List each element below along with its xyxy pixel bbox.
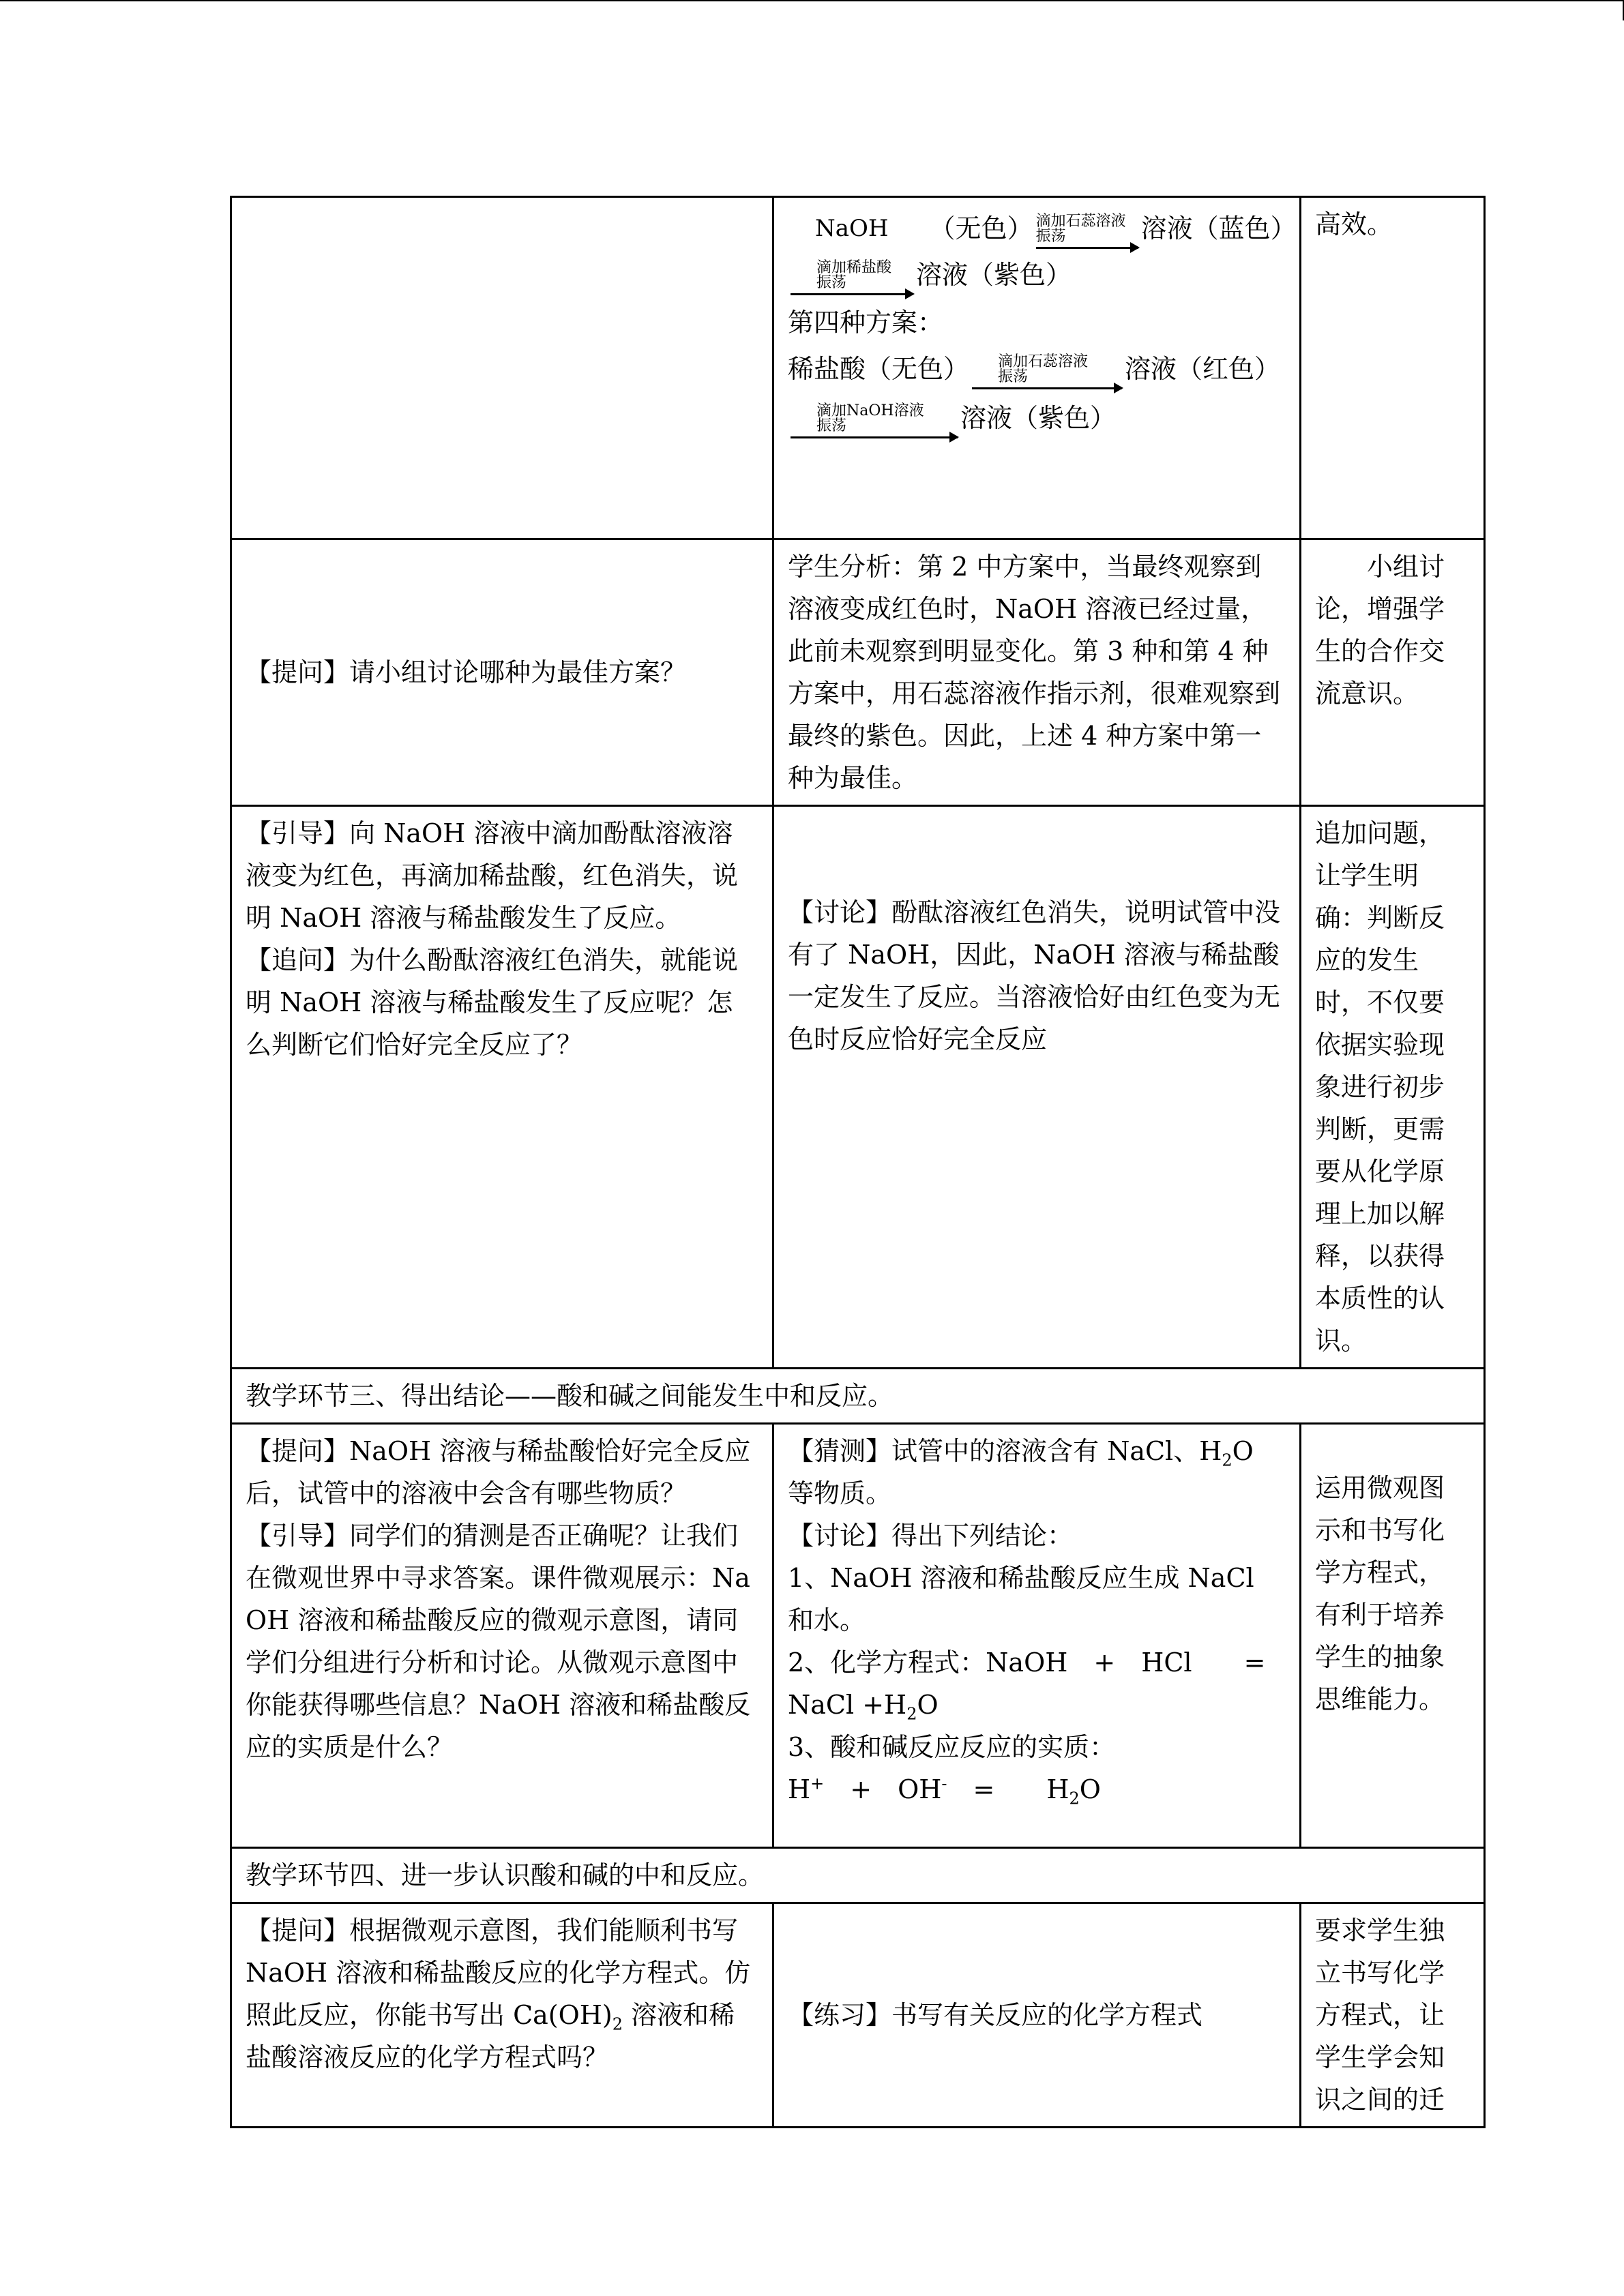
- guide-text: 【引导】向 NaOH 溶液中滴加酚酞溶液溶液变为红色，再滴加稀盐酸，红色消失，说明 NaOH 溶液与稀盐酸发生了反应。: [246, 818, 739, 933]
- arrow-condition: 振荡: [1035, 228, 1066, 245]
- conclusion-item: 2、化学方程式：NaOH + HCl = NaCl $+H_2O$: [788, 1648, 1292, 1724]
- student-text: 学生分析：第 2 中方案中，当最终观察到溶液变成红色时，NaOH 溶液已经过量，此前未观察到明显变化。第 3 种和第 4 种方案中，用石蕊溶液作指示剂，很难观察到最终的紫色。因此，上述 4 种方案中第一种为最佳。: [788, 552, 1281, 793]
- lesson-plan-table: [230, 196, 1486, 2128]
- product: 溶液（紫色）: [916, 260, 1072, 290]
- design-intent-text: 运用微观图示和书写化学方程式，有利于培养学生的抽象思维能力。: [1315, 1473, 1445, 1714]
- arrow-condition: 振荡: [816, 274, 847, 291]
- teacher-activity-cell: [231, 1424, 773, 1848]
- table-row: [231, 1424, 1485, 1848]
- design-intent-text: 要求学生独立书写化学方程式，让学生学会知识之间的迁: [1315, 1915, 1445, 2115]
- top-border-line: [0, 0, 1624, 1]
- table-row: [231, 806, 1485, 1369]
- table-row: [231, 539, 1485, 806]
- design-intent-text: 追加问题，让学生明确：判断反应的发生时，不仅要依据实验现象进行初步判断，更需要从化学原理上加以解释，以获得本质性的认识。: [1315, 818, 1445, 1356]
- section-heading: 教学环节三、得出结论——酸和碱之间能发生中和反应。: [231, 1369, 1485, 1424]
- design-intent-text: 小组讨论，增强学生的合作交流意识。: [1315, 552, 1445, 709]
- arrow-condition: 振荡: [816, 417, 847, 434]
- teacher-activity-cell: [231, 539, 773, 806]
- table-row: [231, 197, 1485, 539]
- arrow-condition: 滴加石蕊溶液: [998, 353, 1089, 370]
- reaction-arrow: [791, 254, 913, 295]
- product: 溶液（红色）: [1125, 354, 1281, 384]
- followup-text: 【追问】为什么酚酞溶液红色消失，就能说明 NaOH 溶液与稀盐酸发生了反应呢？怎么判断它们恰好完全反应了？: [246, 945, 739, 1060]
- arrow-condition: 振荡: [998, 368, 1029, 385]
- student-activity-cell: [773, 1903, 1301, 2128]
- student-activity-cell: [773, 197, 1301, 539]
- reactant: 稀盐酸（无色）: [788, 354, 970, 384]
- guide-text: 【引导】同学们的猜测是否正确呢？让我们在微观世界中寻求答案。课件微观展示：NaOH 溶液和稀盐酸反应的微观示意图，请同学们分组进行分析和讨论。从微观示意图中你能获得哪些信息？NaOH 溶液和稀盐酸反应的实质是什么？: [246, 1521, 751, 1762]
- student-activity-cell: [773, 806, 1301, 1369]
- design-intent-cell: [1301, 1903, 1485, 2128]
- arrow-condition: 滴加稀盐酸: [816, 259, 892, 276]
- section-row: [231, 1848, 1485, 1903]
- ionic-equation: H+ + OH- = $H_2O$: [788, 1774, 1101, 1808]
- reaction-line-2: [788, 254, 1286, 296]
- arrow-condition: 滴加石蕊溶液: [1035, 213, 1126, 230]
- teacher-activity-cell: [231, 1903, 773, 2128]
- teacher-text: 【提问】请小组讨论哪种为最佳方案？: [246, 657, 687, 687]
- reaction-line-3: [788, 348, 1286, 390]
- design-intent-cell: [1301, 806, 1485, 1369]
- discussion-text: 【讨论】得出下列结论：: [788, 1521, 1074, 1551]
- practice-text: 【练习】书写有关反应的化学方程式: [788, 2000, 1203, 2030]
- reaction-line-4: [788, 397, 1286, 439]
- guess-text: 【猜测】试管中的溶液含有 NaCl、$H_2O$ 等物质。: [788, 1436, 1254, 1508]
- reaction-arrow: [972, 348, 1122, 389]
- design-intent-cell: [1301, 1424, 1485, 1848]
- conclusion-item: 1、NaOH 溶液和稀盐酸反应生成 NaCl 和水。: [788, 1563, 1254, 1635]
- teacher-activity-cell: [231, 806, 773, 1369]
- student-activity-cell: [773, 1424, 1301, 1848]
- conclusion-item: 3、酸和碱反应反应的实质：: [788, 1732, 1116, 1762]
- product: 溶液（蓝色）: [1140, 213, 1297, 243]
- arrow-condition: 滴加NaOH溶液: [816, 402, 924, 419]
- reactant: NaOH: [815, 215, 889, 242]
- reaction-arrow: [1036, 208, 1138, 249]
- color-label: （无色）: [929, 213, 1033, 243]
- student-activity-cell: [773, 539, 1301, 806]
- design-intent-cell: [1301, 539, 1485, 806]
- table-row: [231, 1903, 1485, 2128]
- question-text: 【提问】根据微观示意图，我们能顺利书写 NaOH 溶液和稀盐酸反应的化学方程式。仿照此反应，你能书写出 $Ca(OH)_2$ 溶液和稀盐酸溶液反应的化学方程式吗？: [246, 1915, 751, 2072]
- scheme-heading: 第四种方案：: [788, 308, 944, 338]
- question-text: 【提问】NaOH 溶液与稀盐酸恰好完全反应后，试管中的溶液中会含有哪些物质？: [246, 1436, 751, 1508]
- teacher-activity-cell: [231, 197, 773, 539]
- section-heading: 教学环节四、进一步认识酸和碱的中和反应。: [231, 1848, 1485, 1903]
- reaction-line-1: [788, 207, 1297, 250]
- discussion-text: 【讨论】酚酞溶液红色消失，说明试管中没有了 NaOH，因此，NaOH 溶液与稀盐酸一定发生了反应。当溶液恰好由红色变为无色时反应恰好完全反应: [788, 897, 1281, 1054]
- section-row: [231, 1369, 1485, 1424]
- product: 溶液（紫色）: [960, 403, 1117, 433]
- reaction-arrow: [791, 398, 958, 438]
- design-intent-cell: [1301, 197, 1485, 539]
- design-intent-text: 高效。: [1315, 209, 1393, 239]
